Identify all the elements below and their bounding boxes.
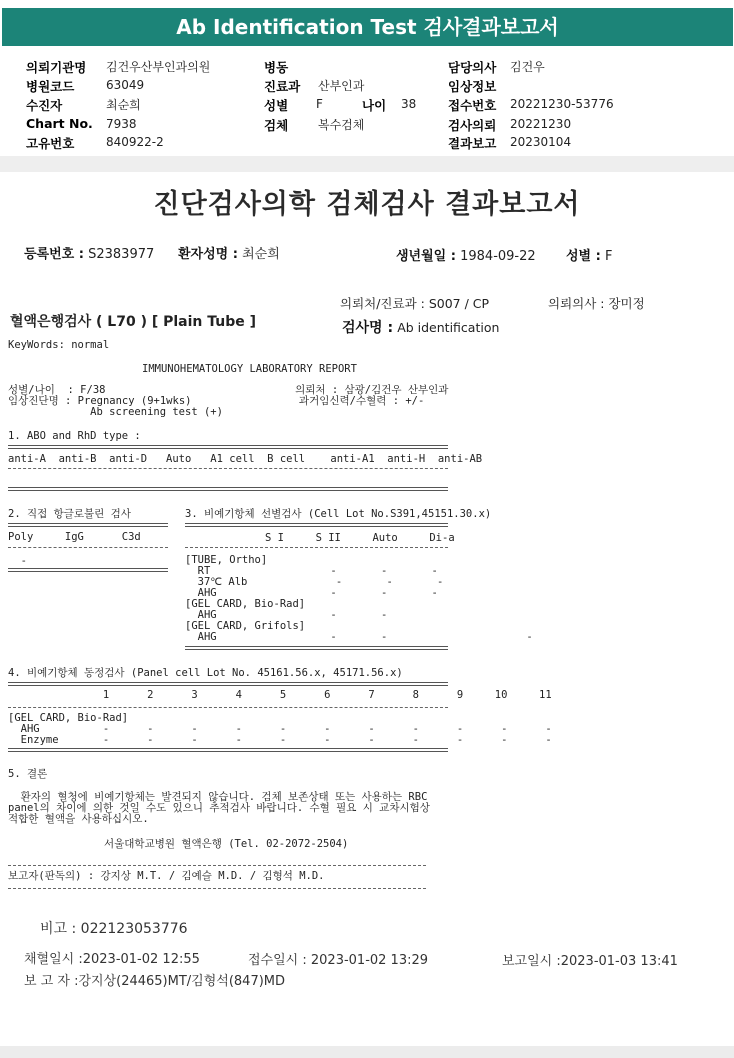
patient-name xyxy=(178,243,280,262)
hdr-label: 성별 xyxy=(264,98,289,113)
hdr-label: 접수번호 xyxy=(448,98,497,113)
value: S2383977 xyxy=(88,247,155,262)
dat-title: 2. 직접 항글로불린 검사 xyxy=(8,508,131,520)
hdr-label: Chart No. xyxy=(26,116,93,131)
dat-values: - xyxy=(8,555,27,567)
dat-headers: Poly IgG C3d xyxy=(8,531,141,543)
rule xyxy=(185,547,448,548)
hdr-requested-value xyxy=(510,116,571,131)
rule xyxy=(185,523,448,527)
collected-at: 채혈일시 :2023-01-02 12:55 xyxy=(24,952,200,967)
conclusion-title: 5. 결론 xyxy=(8,768,48,780)
screen-title: 3. 비예기항체 선별검사 (Cell Lot No.S391,45151.30.x) xyxy=(185,508,492,520)
hdr-chart-no-value xyxy=(106,116,137,131)
hdr-reported xyxy=(448,134,496,152)
report-banner: Ab Identification Test 검사결과보고서 xyxy=(2,8,733,46)
rule xyxy=(8,888,426,889)
rule xyxy=(185,646,448,650)
hdr-chart-no xyxy=(26,116,93,131)
label: 환자성명 : xyxy=(178,247,238,262)
value: 1984-09-22 xyxy=(460,249,536,264)
hdr-specimen xyxy=(264,116,288,134)
hdr-value: 산부인과 xyxy=(318,79,365,93)
referring-doctor: 의뢰의사 : 장미정 xyxy=(548,296,645,311)
abo-rhd-title: 1. ABO and RhD type : xyxy=(8,430,141,442)
hdr-reported-value xyxy=(510,134,571,149)
hdr-label: 수진자 xyxy=(26,98,63,113)
hdr-value: 최순희 xyxy=(106,98,141,112)
rule xyxy=(8,568,168,572)
referring-dept: 의뢰처/진료과 : S007 / CP xyxy=(340,296,490,311)
hdr-value: 20221230 xyxy=(510,117,572,131)
value: 022123053776 xyxy=(80,921,188,937)
reported-at: 보고일시 :2023-01-03 13:41 xyxy=(502,954,678,969)
hdr-value: 김건우산부인과의원 xyxy=(106,60,211,74)
reporter: 보고자(판독의) : 강지상 M.T. / 김예슬 M.D. / 김형석 M.D. xyxy=(8,870,325,882)
hdr-label: 진료과 xyxy=(264,79,301,94)
label: 비고 : xyxy=(40,921,77,937)
hdr-label: 고유번호 xyxy=(26,136,75,151)
hdr-label: 병원코드 xyxy=(26,79,75,94)
hdr-specimen-value xyxy=(318,116,364,133)
received-at: 접수일시 : 2023-01-02 13:29 xyxy=(248,953,429,968)
hdr-dept xyxy=(264,77,300,95)
patient-sex xyxy=(566,245,612,264)
panel-headers: 1 2 3 4 5 6 7 8 9 10 11 xyxy=(8,689,552,701)
hdr-sex-value xyxy=(316,96,323,111)
registration-number xyxy=(24,243,154,262)
hdr-institution-value xyxy=(106,58,210,75)
panel-body: [GEL CARD, Bio-Rad] AHG - - - - - - - - - - - Enzyme - - - - - - - - - - - xyxy=(8,712,552,746)
label: 검사명 : xyxy=(342,320,394,336)
hdr-label: 의뢰기관명 xyxy=(26,60,87,75)
hdr-patient xyxy=(26,96,62,114)
test-name xyxy=(342,317,499,337)
reporter-footer xyxy=(24,970,285,989)
hdr-age-value xyxy=(401,96,416,111)
rule xyxy=(8,487,448,491)
note xyxy=(40,918,188,938)
label: 생년월일 : xyxy=(396,249,456,264)
hdr-institution xyxy=(26,58,86,76)
rule xyxy=(8,523,168,527)
hdr-doctor-value xyxy=(510,58,545,75)
hdr-clinical-info xyxy=(448,77,496,95)
hdr-value: 38 xyxy=(401,97,417,111)
lab-report-title: IMMUNOHEMATOLOGY LABORATORY REPORT xyxy=(142,363,357,375)
hdr-doctor xyxy=(448,58,496,76)
screen-headers: S I S II Auto Di-a xyxy=(265,532,455,544)
hdr-unique-no-value xyxy=(106,134,164,149)
keywords: KeyWords: normal xyxy=(8,339,110,351)
hdr-sex xyxy=(264,96,288,114)
hdr-label: 검사의뢰 xyxy=(448,118,497,133)
conclusion-text: 환자의 혈청에 비예기항체는 발견되지 않습니다. 검체 보존상태 또는 사용하는 RBC panel의 차이에 의한 것일 수도 있으니 추적검사 바랍니다. 수혈 필요 시 교차시험상 적합한 혈액을 사용하십시오. xyxy=(8,791,430,825)
panel-title: 4. 비예기항체 동정검사 (Panel cell Lot No. 45161.56.x, 45171.56.x) xyxy=(8,667,403,679)
hdr-hospital-code xyxy=(26,77,74,95)
hdr-hospital-code-value xyxy=(106,77,144,92)
hdr-label: 임상정보 xyxy=(448,79,497,94)
rule xyxy=(8,468,448,469)
hdr-accession xyxy=(448,96,496,114)
hdr-value: F xyxy=(316,97,323,111)
label: 성별 : xyxy=(566,249,601,264)
divider-band xyxy=(0,156,734,172)
institution: 서울대학교병원 혈액은행 (Tel. 02-2072-2504) xyxy=(104,838,349,850)
hdr-patient-value xyxy=(106,96,141,113)
rule xyxy=(8,682,448,686)
hdr-label: 병동 xyxy=(264,60,289,75)
rule xyxy=(8,748,448,752)
rule xyxy=(8,865,426,866)
birth-date xyxy=(396,245,536,264)
hdr-value: 20230104 xyxy=(510,135,572,149)
report-title: 진단검사의학 검체검사 결과보고서 xyxy=(153,189,581,220)
hdr-unique-no xyxy=(26,134,74,152)
rule xyxy=(8,547,168,548)
hdr-age xyxy=(362,96,386,114)
rule xyxy=(8,445,448,449)
abo-rhd-headers: anti-A anti-B anti-D Auto A1 cell B cell anti-A1 anti-H anti-AB xyxy=(8,453,483,465)
hdr-ward xyxy=(264,58,288,76)
section-title: 혈액은행검사 ( L70 ) [ Plain Tube ] xyxy=(10,314,257,330)
hdr-accession-value xyxy=(510,96,614,111)
value: 강지상(24465)MT/김형석(847)MD xyxy=(78,974,286,989)
hdr-label: 나이 xyxy=(362,98,387,113)
hdr-value: 63049 xyxy=(106,78,145,92)
rule xyxy=(8,707,448,708)
value: F xyxy=(604,249,613,264)
patient-info: 성별/나이 : F/38 의뢰처 : 삼광/김건우 산부인과 임상진단명 : Pregnancy (9+1wks) 과거임신력/수혈력 : +/- Ab screening test (+) xyxy=(8,384,449,418)
hdr-value: 김건우 xyxy=(510,60,545,74)
hdr-value: 복수검체 xyxy=(318,118,365,132)
screen-body: [TUBE, Ortho] RT - - - 37℃ Alb - - - AHG - - - [GEL CARD, Bio-Rad] AHG - - [GEL CARD, Grifols] AHG - - - xyxy=(185,554,533,643)
hdr-requested xyxy=(448,116,496,134)
hdr-label: 결과보고 xyxy=(448,136,497,151)
bottom-band xyxy=(0,1046,734,1058)
hdr-value: 20221230-53776 xyxy=(510,97,614,111)
hdr-label: 검체 xyxy=(264,118,289,133)
hdr-dept-value xyxy=(318,77,364,94)
label: 등록번호 : xyxy=(24,247,84,262)
hdr-label: 담당의사 xyxy=(448,60,497,75)
hdr-value: 7938 xyxy=(106,117,137,131)
label: 보 고 자 : xyxy=(24,974,79,989)
value: 최순희 xyxy=(242,247,280,262)
value: Ab identification xyxy=(397,320,500,335)
hdr-value: 840922-2 xyxy=(106,135,164,149)
